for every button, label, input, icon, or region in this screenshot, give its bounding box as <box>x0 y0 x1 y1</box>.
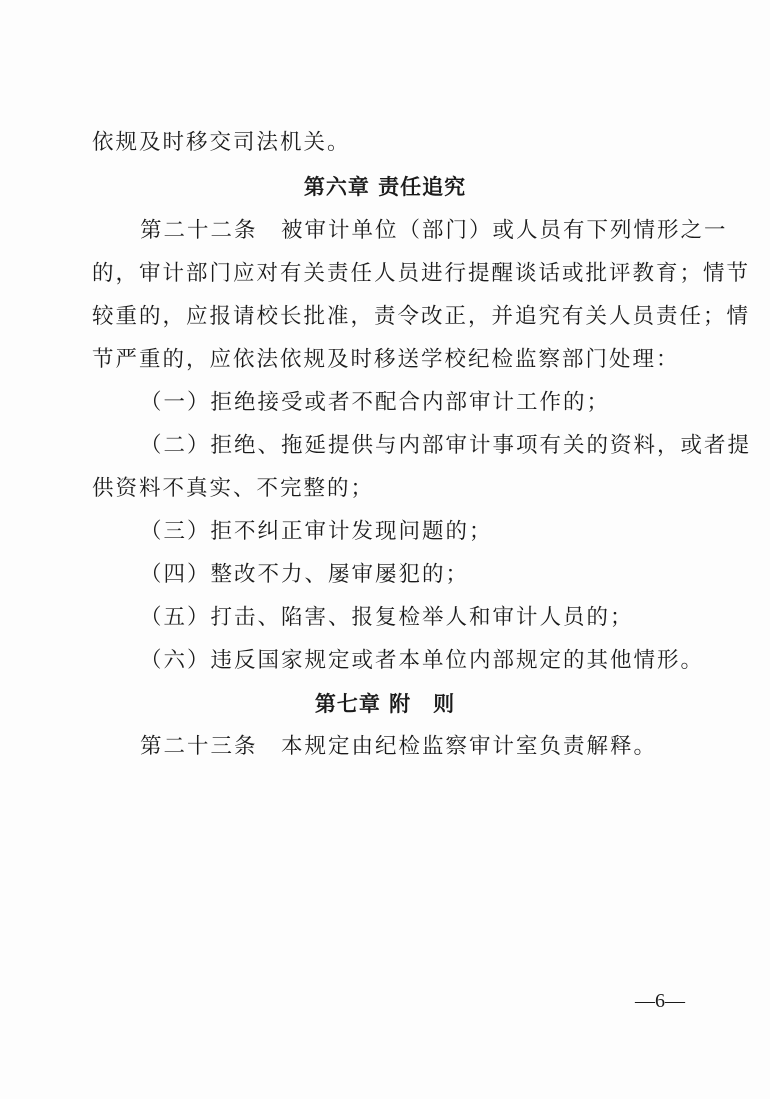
list-item: （二）拒绝、拖延提供与内部审计事项有关的资料，或者提 <box>140 433 752 458</box>
list-item: （四）整改不力、屡审屡犯的； <box>140 562 470 587</box>
text-line: 节严重的，应依法依规及时移送学校纪检监察部门处理： <box>92 347 680 372</box>
chapter-six-heading: 第六章 责任追究 <box>303 175 467 199</box>
list-item: （六）违反国家规定或者本单位内部规定的其他情形。 <box>140 648 705 673</box>
list-item: （一）拒绝接受或者不配合内部审计工作的； <box>140 390 611 415</box>
text-line: 较重的，应报请校长批准，责令改正，并追究有关人员责任；情 <box>92 304 751 329</box>
article-22-line: 第二十二条 被审计单位（部门）或人员有下列情形之一 <box>140 218 728 243</box>
page-number: —6— <box>635 990 685 1012</box>
list-item: （三）拒不纠正审计发现问题的； <box>140 519 493 544</box>
text-line: 供资料不真实、不完整的； <box>92 476 375 501</box>
list-item: （五）打击、陷害、报复检举人和审计人员的； <box>140 605 634 630</box>
text-line: 依规及时移交司法机关。 <box>92 130 351 155</box>
article-23-line: 第二十三条 本规定由纪检监察审计室负责解释。 <box>140 734 658 759</box>
text-line: 的，审计部门应对有关责任人员进行提醒谈话或批评教育；情节 <box>92 261 751 286</box>
chapter-seven-heading: 第七章 附 则 <box>314 692 456 716</box>
